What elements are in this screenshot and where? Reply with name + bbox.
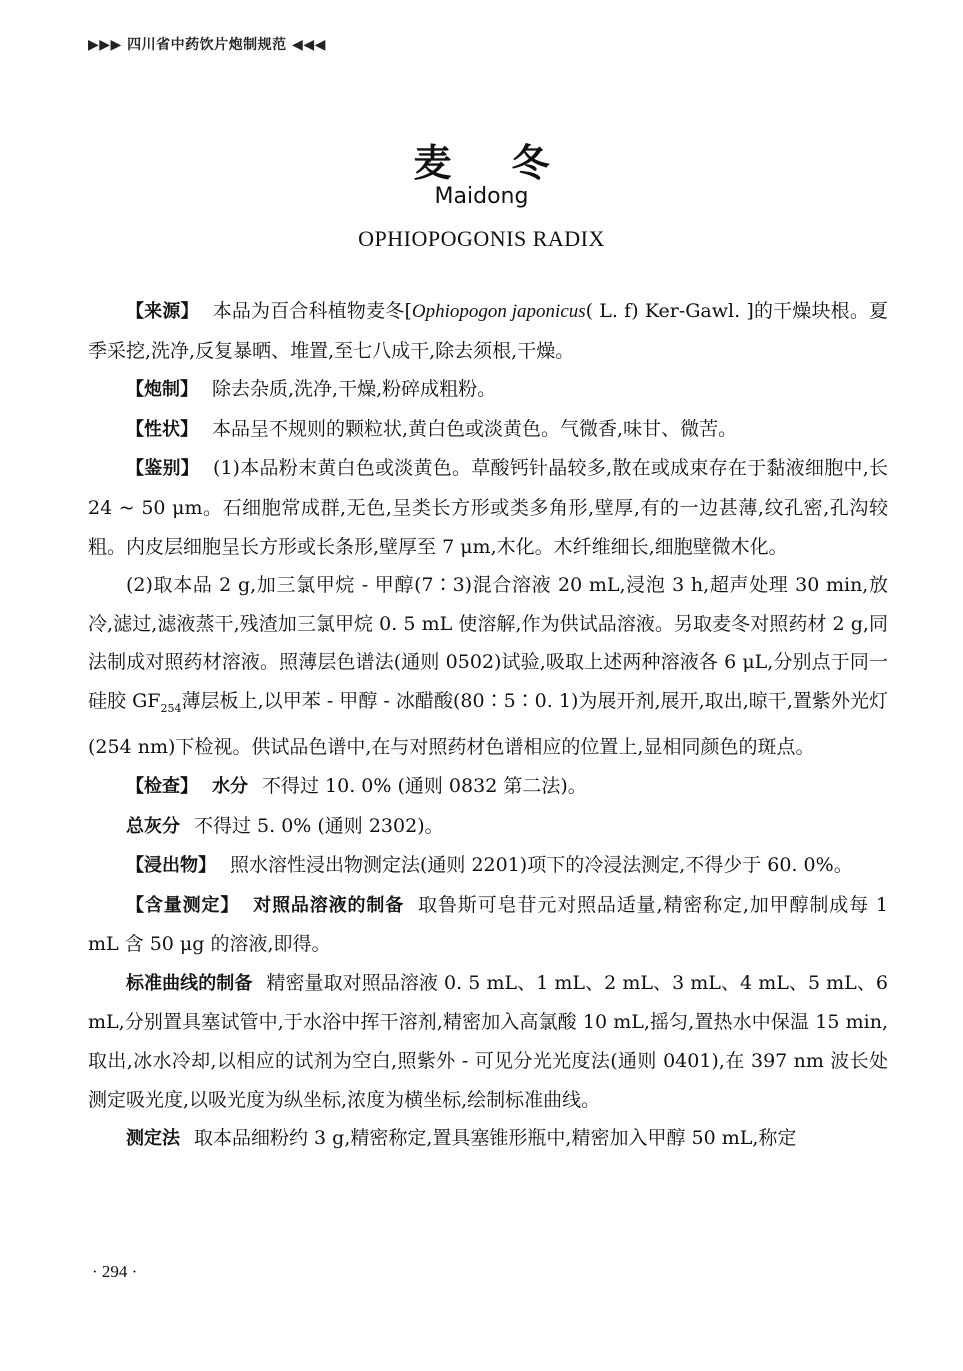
species-name: Ophiopogon japonicus [411,301,586,322]
processing-text: 除去杂质,洗净,干燥,粉碎成粗粉。 [212,378,497,401]
ash-paragraph [88,807,888,847]
processing-paragraph [88,370,888,410]
standard-curve-paragraph [88,964,888,1119]
extractives-text: 照水溶性浸出物测定法(通则 2201)项下的冷浸法测定,不得少于 60. 0%。 [230,854,853,877]
ash-text: 不得过 5. 0% (通则 2302)。 [194,814,444,837]
monograph-latin-name: OPHIOPOGONIS RADIX [358,226,605,251]
inspection-label: 【检查】 [126,775,198,797]
source-label: 【来源】 [126,301,199,322]
monograph-body [88,292,888,1159]
identification-label: 【鉴别】 [126,458,200,480]
character-paragraph [88,410,888,450]
source-text-1: 本品为百合科植物麦冬[ [212,300,412,322]
standard-curve-label: 标准曲线的制备 [126,972,253,994]
identification-paragraph-2 [88,566,888,767]
extractives-label: 【浸出物】 [126,855,216,877]
reference-solution-text: 取鲁斯可皂苷元对照品适量,精密称定,加甲醇制成每 1 mL 含 50 μg 的溶液,即得。 [88,893,889,956]
assay-paragraph [88,886,888,964]
extractives-paragraph [88,846,888,886]
character-label: 【性状】 [126,418,198,440]
standard-curve-text: 精密量取对照品溶液 0. 5 mL、1 mL、2 mL、3 mL、4 mL、5 mL、6 mL,分别置具塞试管中,于水浴中挥干溶剂,精密加入高氯酸 10 mL,摇匀,置热水中保温 15 min,取出,冰水冷却,以相应的试剂为空白,照紫外 - 可见分光光度法(通则 0401),在 397 nm 波长处测定吸光度,以吸光度为纵坐标,浓度为横坐标,绘制标准曲线。 [88,971,889,1111]
reference-solution-label: 对照品溶液的制备 [253,894,405,916]
inspection-paragraph [88,767,888,807]
method-label: 测定法 [126,1128,180,1150]
method-text: 取本品细粉约 3 g,精密称定,置具塞锥形瓶中,精密加入甲醇 50 mL,称定 [194,1127,797,1150]
gf-subscript: 254 [160,701,182,715]
method-paragraph [88,1119,888,1159]
character-text: 本品呈不规则的颗粒状,黄白色或淡黄色。气微香,味甘、微苦。 [212,417,738,440]
identification-text-1: (1)本品粉末黄白色或淡黄色。草酸钙针晶较多,散在或成束存在于黏液细胞中,长 24 ~ 50 μm。石细胞常成群,无色,呈类长方形或类多角形,壁厚,有的一边甚薄,纹孔密,孔沟较粗。内皮层细胞呈长方形或长条形,壁厚至 7 μm,木化。木纤维细长,细胞壁微木化。 [88,457,889,558]
ash-label: 总灰分 [126,815,180,837]
identification-text-2b: 薄层板上,以甲苯 - 甲醇 - 冰醋酸(80∶5∶0. 1)为展开剂,展开,取出,晾干,置紫外光灯(254 nm)下检视。供试品色谱中,在与对照药材色谱相应的位置上,显相同颜色的斑点。 [88,689,888,759]
moisture-label: 水分 [212,775,248,797]
monograph-pinyin: Maidong [434,184,529,209]
source-paragraph [88,292,888,370]
processing-label: 【炮制】 [126,379,198,401]
page-number: · 294 · [92,1262,138,1281]
identification-paragraph-1 [88,449,888,566]
monograph-title: 麦冬 [413,140,610,185]
assay-label: 【含量测定】 [126,894,240,916]
running-header: ▶▶▶ 四川省中药饮片炮制规范 ◀◀◀ [88,37,326,53]
moisture-text: 不得过 10. 0% (通则 0832 第二法)。 [262,774,587,797]
identification-text-2a: (2)取本品 2 g,加三氯甲烷 - 甲醇(7∶3)混合溶液 20 mL,浸泡 3 h,超声处理 30 min,放冷,滤过,滤液蒸干,残渣加三氯甲烷 0. 5 mL 使溶解,作为供试品溶液。另取麦冬对照药材 2 g,同法制成对照药材溶液。照薄层色谱法(通则 0502)试验,吸取上述两种溶液各 6 μL,分别点于同一硅胶 GF [88,574,888,712]
source-text-2: ( L. f) Ker-Gawl. ]的干燥块根。夏季采挖,洗净,反复暴晒、堆置,至七八成干,除去须根,干燥。 [88,300,888,362]
